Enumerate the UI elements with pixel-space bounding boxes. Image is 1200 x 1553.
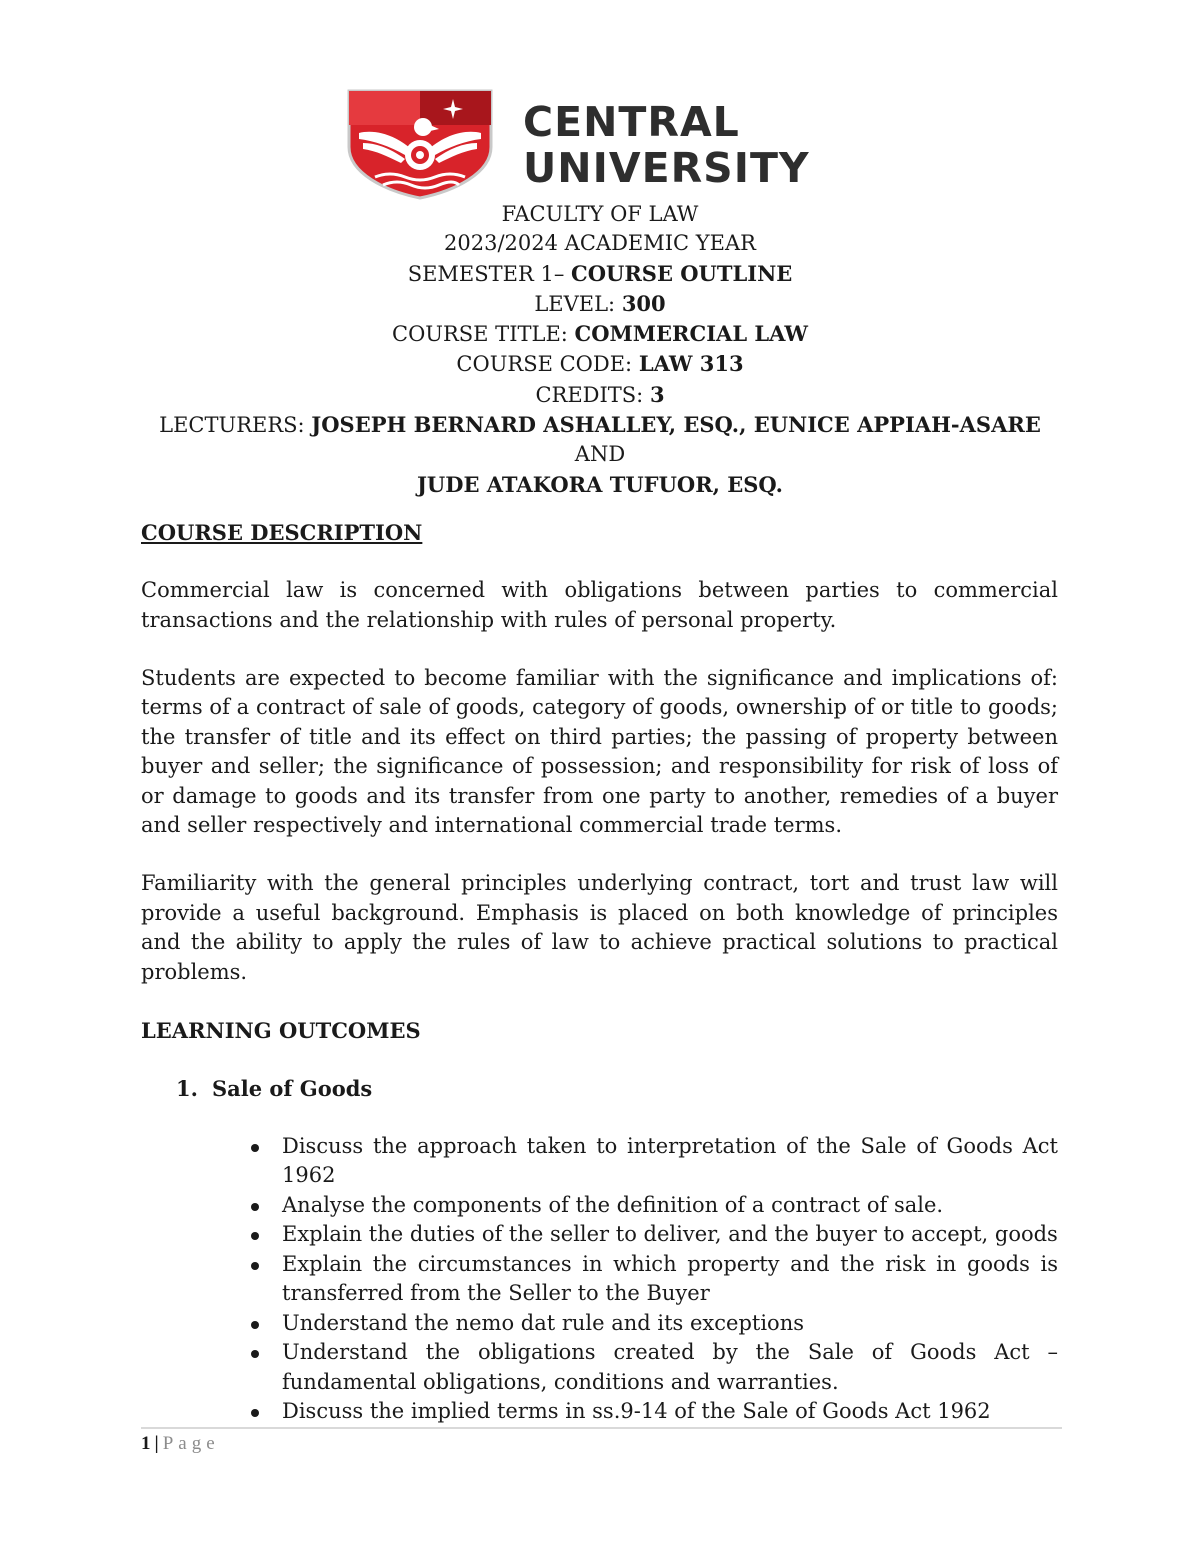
bullet-icon <box>251 1262 259 1270</box>
learning-outcomes-heading: LEARNING OUTCOMES <box>141 1017 421 1043</box>
university-name <box>523 99 810 191</box>
outcome-bullet-list <box>141 1132 1058 1427</box>
description-paragraph-1: Commercial law is concerned with obligations between parties to commercial transactions and the relationship with rules of personal property. <box>141 578 1058 632</box>
lecturers-line <box>100 410 1100 440</box>
course-title-value: COMMERCIAL LAW <box>574 321 808 347</box>
course-header <box>100 200 1100 500</box>
list-item: Understand the nemo dat rule and its exceptions <box>282 1309 1058 1339</box>
list-item: Explain the duties of the seller to deliver, and the buyer to accept, goods <box>282 1220 1058 1250</box>
bullet-icon <box>251 1144 259 1152</box>
central-university-logo <box>345 85 855 200</box>
list-item: Discuss the implied terms in ss.9-14 of the Sale of Goods Act 1962 <box>282 1397 1058 1427</box>
credits-value: 3 <box>649 381 665 407</box>
course-code-value: LAW 313 <box>638 351 744 377</box>
semester-label: SEMESTER 1– <box>407 261 571 286</box>
and-line: AND <box>574 442 626 467</box>
logo-line-1: CENTRAL <box>523 98 740 146</box>
logo-line-2: UNIVERSITY <box>523 144 810 192</box>
semester-value: COURSE OUTLINE <box>571 260 793 286</box>
page-footer <box>141 1431 220 1457</box>
lecturers-value: JOSEPH BERNARD ASHALLEY, ESQ., EUNICE APPIAH-ASARE <box>311 412 1041 438</box>
page-word: Page <box>162 1433 220 1454</box>
description-paragraph-3: Familiarity with the general principles underlying contract, tort and trust law will provide a useful background. Emphasis is placed on both knowledge of principles and the ability to apply the rules of law to achieve practical solutions to practical problems. <box>141 871 1058 984</box>
bullet-icon <box>251 1203 259 1211</box>
eagle-crest-icon <box>345 85 495 200</box>
outcome-section-1 <box>141 1074 1058 1104</box>
level-line <box>100 289 1100 319</box>
bullet-icon <box>251 1321 259 1329</box>
course-code-label: COURSE CODE: <box>456 352 639 377</box>
level-value: 300 <box>621 290 666 316</box>
level-label: LEVEL: <box>534 291 622 316</box>
course-title-line <box>100 319 1100 349</box>
course-code-line <box>100 349 1100 379</box>
semester-line <box>100 259 1100 289</box>
academic-year-line: 2023/2024 ACADEMIC YEAR <box>444 231 756 256</box>
list-item: Discuss the approach taken to interpretation of the Sale of Goods Act 1962 <box>282 1132 1058 1191</box>
course-description-heading: COURSE DESCRIPTION <box>141 520 423 545</box>
list-item: Understand the obligations created by the Sale of Goods Act –fundamental obligations, conditions and warranties. <box>282 1338 1058 1397</box>
footer-separator: | <box>154 1433 159 1454</box>
outcome-section-title: Sale of Goods <box>212 1075 373 1101</box>
lecturers-label: LECTURERS: <box>159 413 312 438</box>
bullet-icon <box>251 1350 259 1358</box>
outcome-section-number: 1. <box>176 1075 198 1101</box>
list-item: Analyse the components of the definition of a contract of sale. <box>282 1191 1058 1221</box>
footer-divider <box>141 1427 1062 1429</box>
list-item: Explain the circumstances in which property and the risk in goods is transferred from the Seller to the Buyer <box>282 1250 1058 1309</box>
course-content <box>141 518 1058 1427</box>
bullet-icon <box>251 1409 259 1417</box>
description-paragraph-2: Students are expected to become familiar with the significance and implications of: terms of a contract of sale of goods, category of goods, ownership of or title to goods; the transfer of title and its effect on third parties; the passing of property between buyer and seller; the significance of possession; and responsibility for risk of loss of or damage to goods and its transfer from one party to another, remedies of a buyer and seller respectively and international commercial trade terms. <box>141 665 1058 837</box>
course-title-label: COURSE TITLE: <box>392 322 575 347</box>
bullet-icon <box>251 1232 259 1240</box>
credits-line <box>100 380 1100 410</box>
last-lecturer-value: JUDE ATAKORA TUFUOR, ESQ. <box>417 471 783 497</box>
page-number: 1 <box>141 1433 151 1454</box>
last-lecturer-line <box>100 470 1100 500</box>
credits-label: CREDITS: <box>535 382 650 407</box>
faculty-line: FACULTY OF LAW <box>501 202 699 226</box>
